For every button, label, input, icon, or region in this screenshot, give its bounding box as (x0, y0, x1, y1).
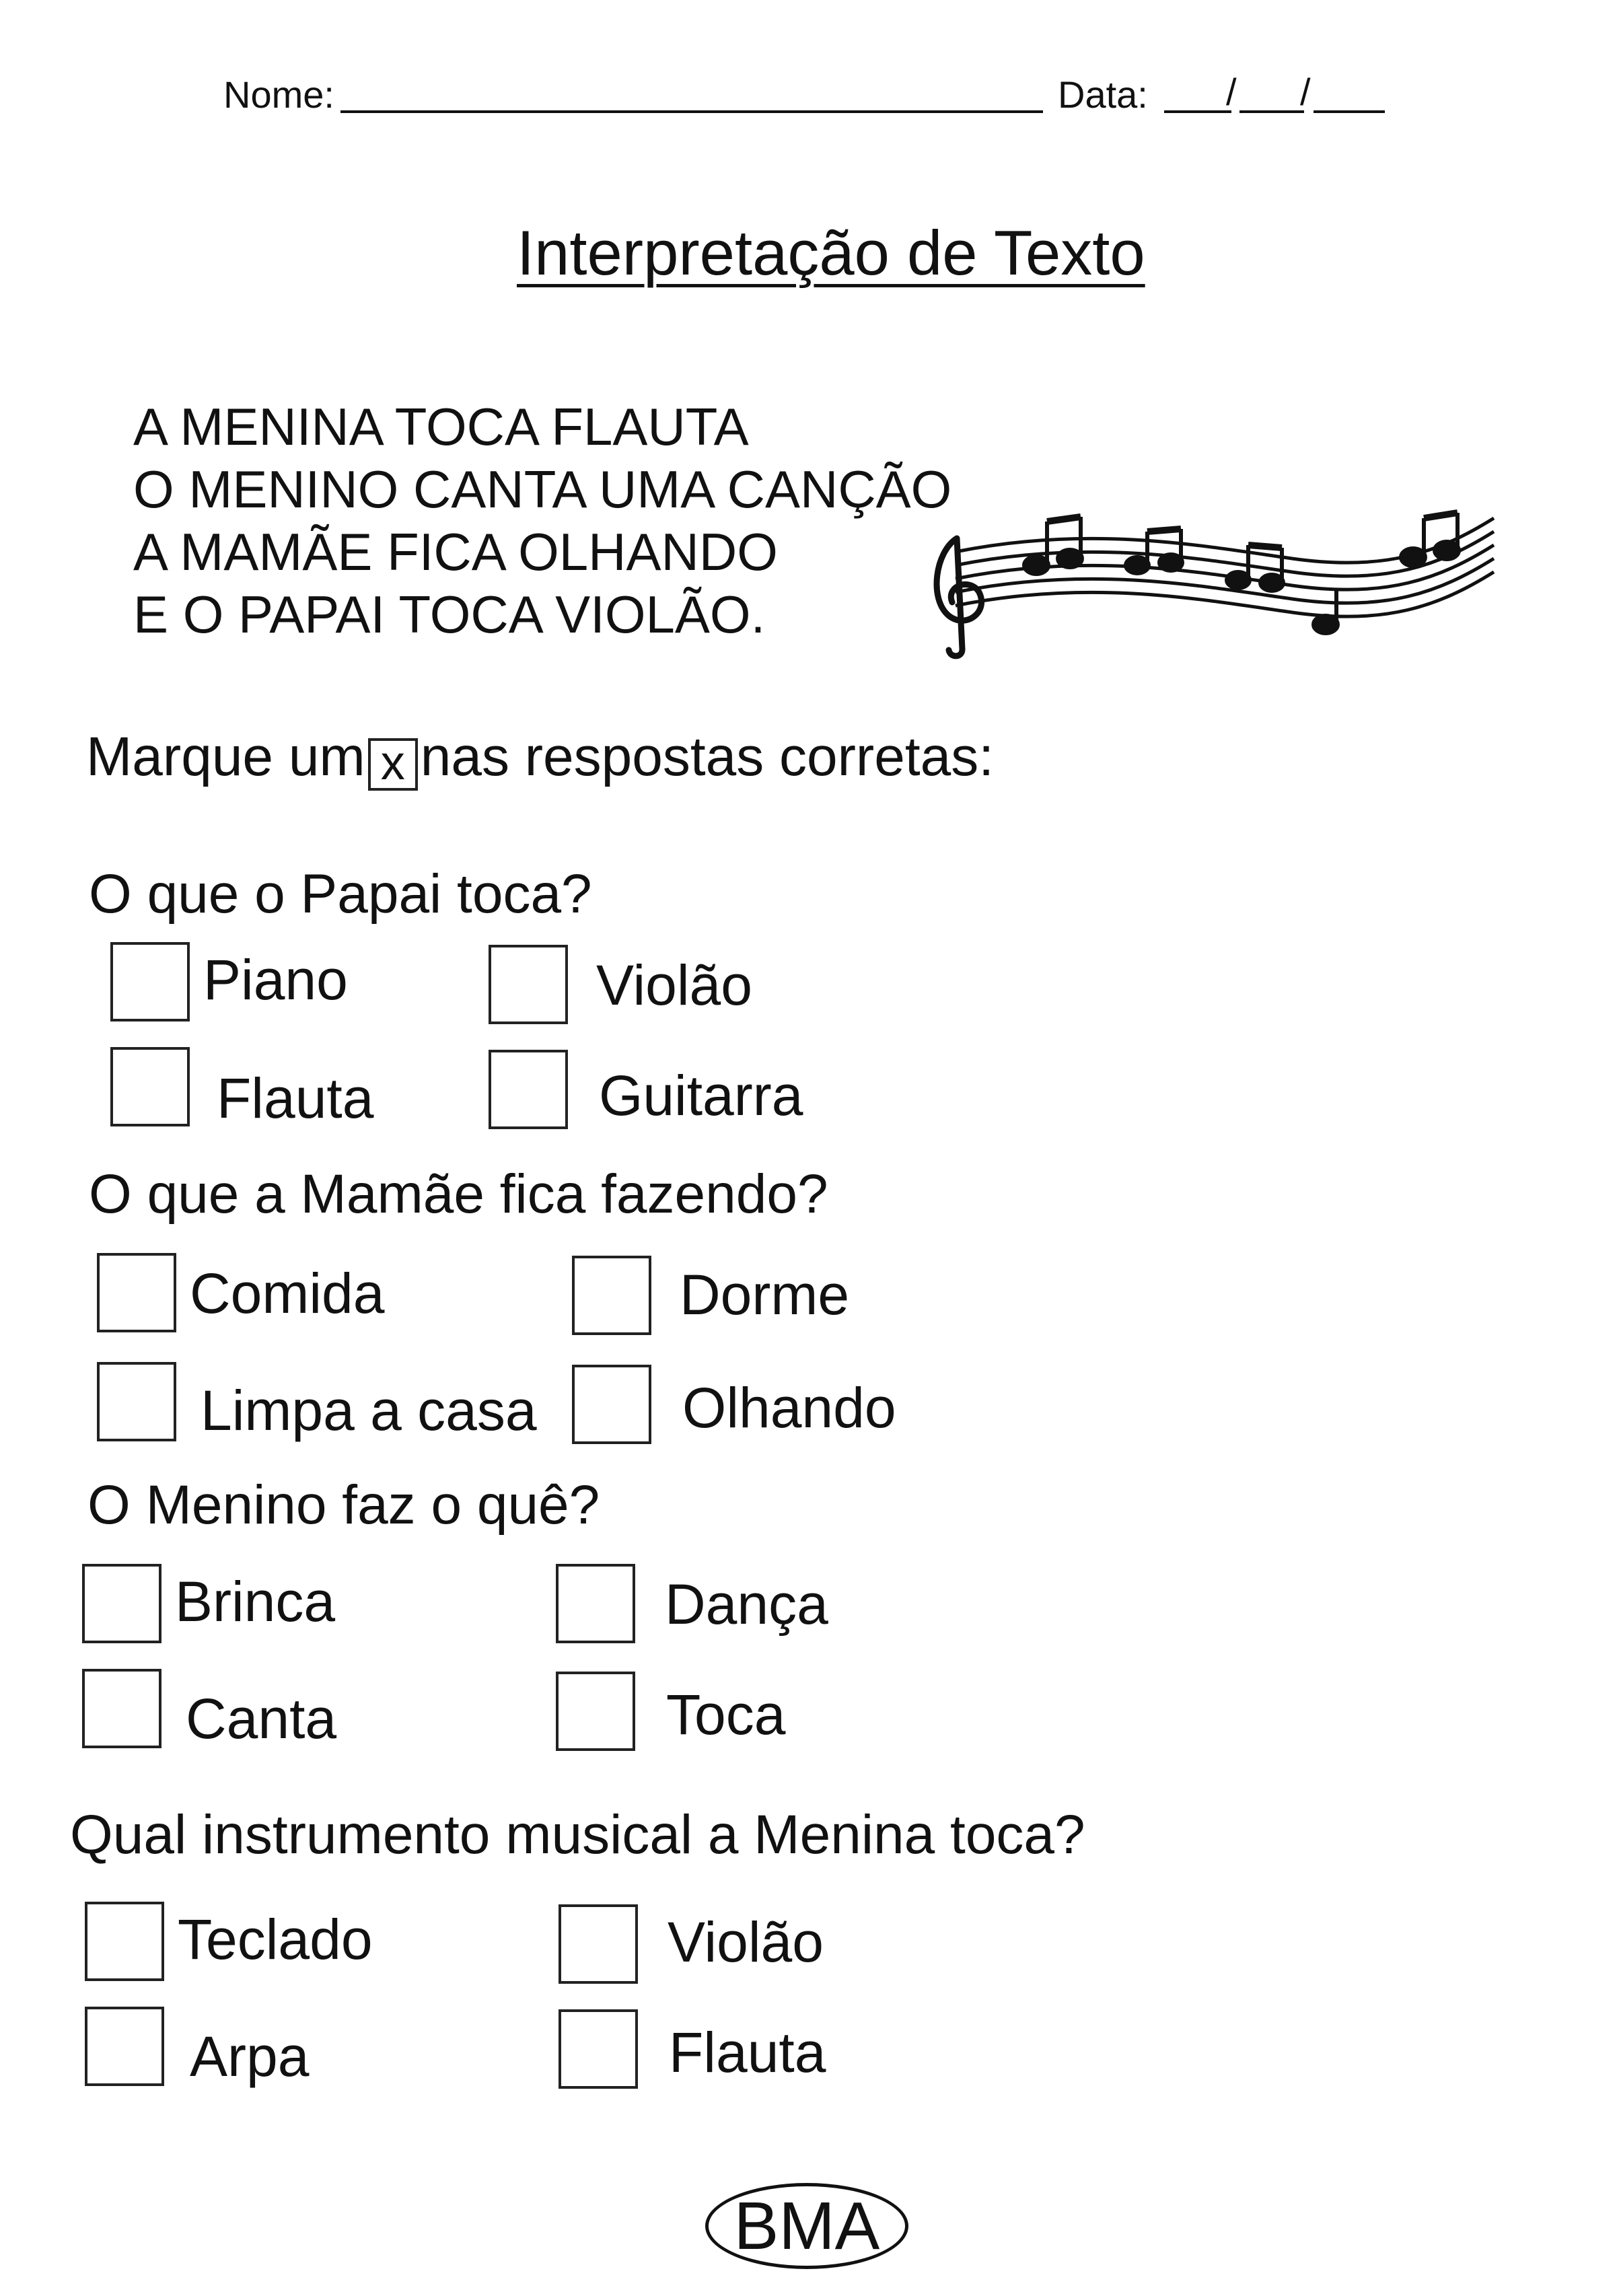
name-line[interactable] (340, 110, 1043, 113)
answer-checkbox[interactable] (97, 1253, 176, 1332)
option-label: Guitarra (599, 1064, 803, 1127)
instructions-text: nas respostas corretas: (420, 726, 995, 787)
example-checkbox: x (368, 738, 418, 791)
answer-checkbox[interactable] (85, 2007, 164, 2086)
answer-checkbox[interactable] (489, 945, 568, 1024)
poem-line: E O PAPAI TOCA VIOLÃO. (133, 585, 766, 644)
date-separator: / (1226, 71, 1237, 113)
answer-checkbox[interactable] (110, 942, 190, 1021)
date-separator: / (1300, 71, 1311, 113)
date-label: Data: (1058, 73, 1148, 116)
bma-logo: BMA (705, 2183, 908, 2269)
poem (133, 396, 951, 646)
poem-line: A MAMÃE FICA OLHANDO (133, 522, 778, 581)
name-label: Nome: (223, 73, 334, 116)
date-year-line[interactable] (1314, 110, 1385, 113)
option-label: Piano (203, 948, 348, 1011)
question-1: O que o Papai toca? (89, 863, 592, 925)
date-month-line[interactable] (1239, 110, 1304, 113)
question-2: O que a Mamãe fica fazendo? (89, 1163, 828, 1225)
option-label: Violão (668, 1910, 824, 1974)
option-label: Canta (186, 1687, 337, 1750)
poem-line: A MENINA TOCA FLAUTA (133, 397, 749, 456)
answer-checkbox[interactable] (572, 1365, 651, 1444)
option-label: Olhando (682, 1376, 896, 1439)
page-title: Interpretação de Texto (517, 217, 1145, 288)
option-label: Flauta (669, 2021, 826, 2084)
answer-checkbox[interactable] (110, 1047, 190, 1126)
question-3: O Menino faz o quê? (87, 1474, 600, 1536)
option-label: Arpa (190, 2025, 310, 2088)
question-4: Qual instrumento musical a Menina toca? (70, 1804, 1085, 1865)
answer-checkbox[interactable] (556, 1672, 635, 1751)
answer-checkbox[interactable] (559, 1904, 638, 1984)
option-label: Flauta (217, 1067, 374, 1130)
answer-checkbox[interactable] (556, 1564, 635, 1643)
instructions (86, 725, 994, 791)
answer-checkbox[interactable] (489, 1050, 568, 1129)
option-label: Brinca (175, 1570, 336, 1633)
option-label: Violão (596, 954, 752, 1017)
option-label: Limpa a casa (201, 1379, 537, 1442)
option-label: Dorme (680, 1263, 850, 1326)
answer-checkbox[interactable] (559, 2009, 638, 2089)
option-label: Comida (190, 1262, 385, 1325)
date-day-line[interactable] (1164, 110, 1231, 113)
option-label: Toca (666, 1683, 786, 1746)
instructions-text: Marque um (86, 726, 365, 787)
answer-checkbox[interactable] (97, 1362, 176, 1441)
music-staff-notes-icon (915, 498, 1507, 659)
option-label: Dança (665, 1573, 828, 1636)
answer-checkbox[interactable] (85, 1902, 164, 1981)
option-label: Teclado (178, 1908, 373, 1971)
answer-checkbox[interactable] (572, 1256, 651, 1335)
answer-checkbox[interactable] (82, 1669, 161, 1748)
poem-line: O MENINO CANTA UMA CANÇÃO (133, 460, 952, 519)
answer-checkbox[interactable] (82, 1564, 161, 1643)
